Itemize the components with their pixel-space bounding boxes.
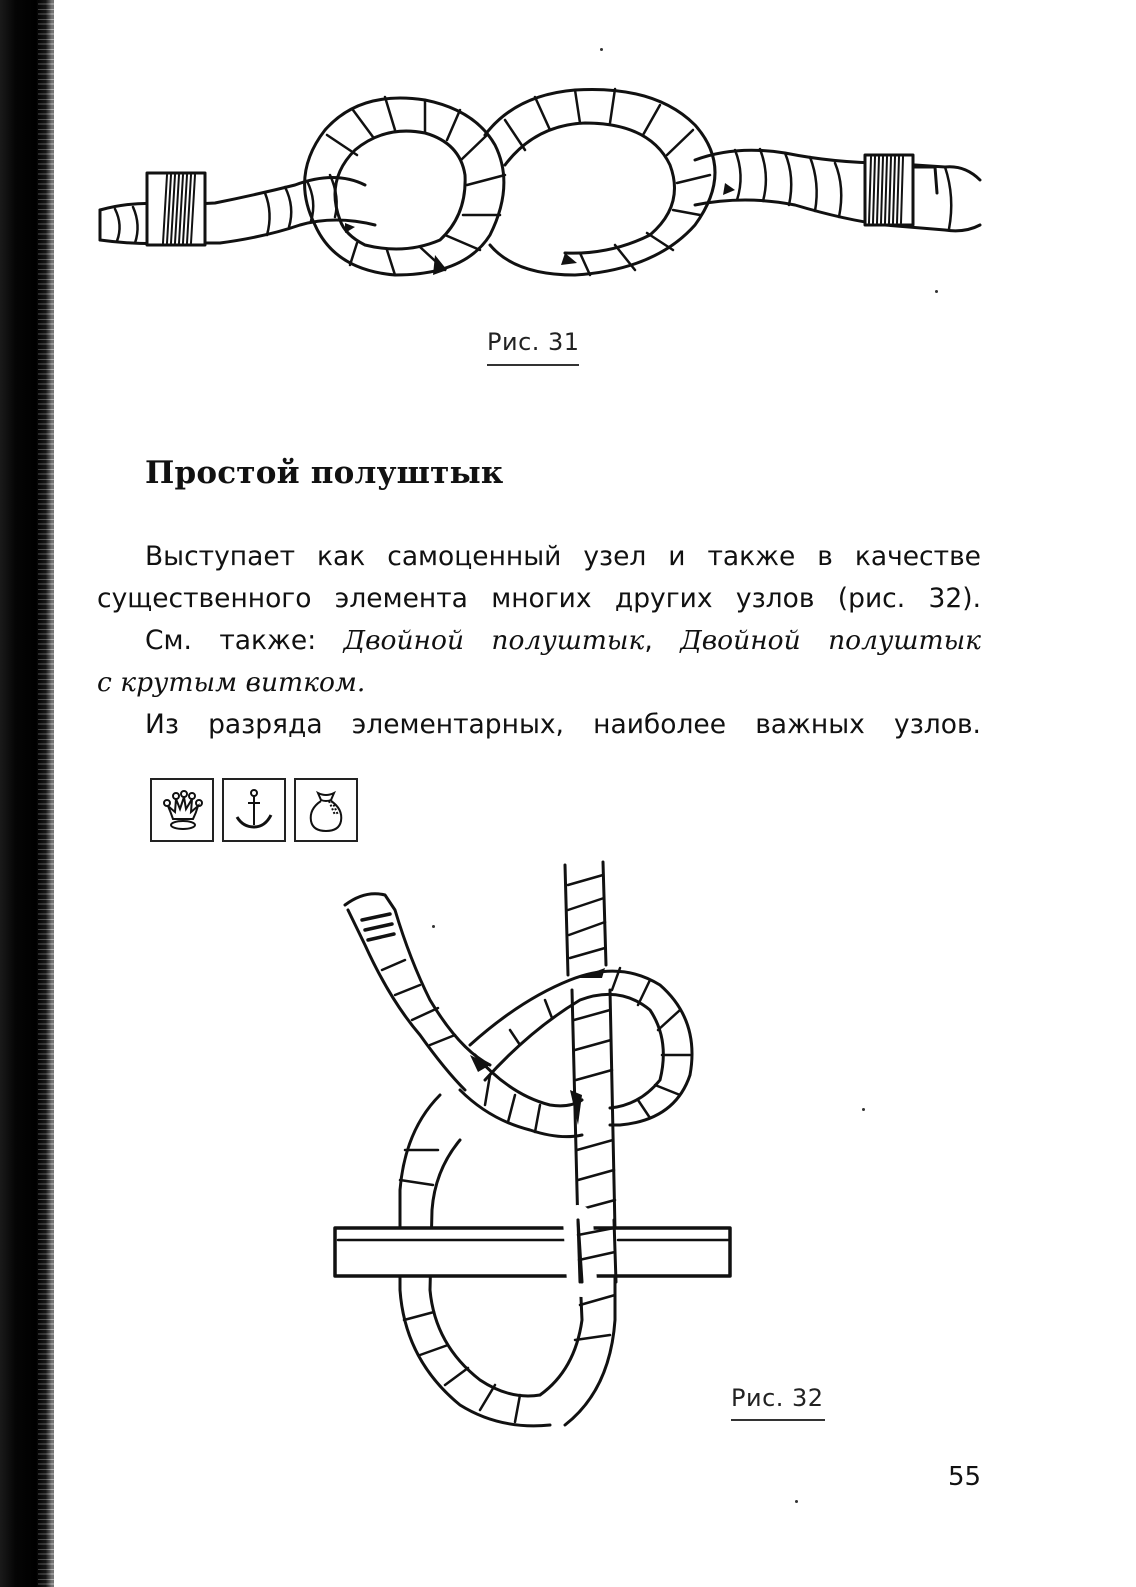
- crown-icon: [150, 778, 214, 842]
- page-number: 55: [948, 1462, 982, 1492]
- see-also-link-double-half-hitch-round-turn[interactable]: Двойной полуштык: [680, 625, 981, 656]
- scan-speck: [432, 925, 435, 928]
- figure-32-half-hitch: [320, 850, 740, 1430]
- paragraph-2-line-2: [97, 662, 981, 704]
- paragraph-1-line-2: существенного элемента многих других узлов (рис. 32).: [97, 583, 981, 614]
- scan-speck: [600, 48, 603, 51]
- figure-31-caption: Рис. 31: [487, 328, 580, 356]
- figure-31-reef-knot: [95, 75, 985, 290]
- section-title: Простой полуштык: [145, 455, 504, 491]
- see-also-link-continuation[interactable]: с крутым витком: [97, 667, 357, 698]
- figure-31-caption-underline: [487, 364, 579, 366]
- paragraph-1-line-1: Выступает как самоценный узел и также в качестве: [145, 541, 981, 572]
- scan-speck: [935, 290, 938, 293]
- book-spine-edge: [38, 0, 54, 1587]
- scan-speck: [862, 1108, 865, 1111]
- see-also-separator: ,: [644, 625, 681, 656]
- scan-speck: [795, 1500, 798, 1503]
- see-also-end: .: [356, 667, 366, 698]
- figure-32-caption-underline: [731, 1419, 825, 1421]
- category-icons: [150, 778, 358, 842]
- paragraph-3: Из разряда элементарных, наиболее важных узлов.: [145, 709, 981, 740]
- see-also-link-double-half-hitch[interactable]: Двойной полуштык: [343, 625, 645, 656]
- see-also-label: См. также:: [145, 625, 344, 656]
- paragraph-2-line-1: [97, 620, 981, 662]
- anchor-icon: [222, 778, 286, 842]
- sack-icon: [294, 778, 358, 842]
- figure-32-caption: Рис. 32: [731, 1384, 824, 1412]
